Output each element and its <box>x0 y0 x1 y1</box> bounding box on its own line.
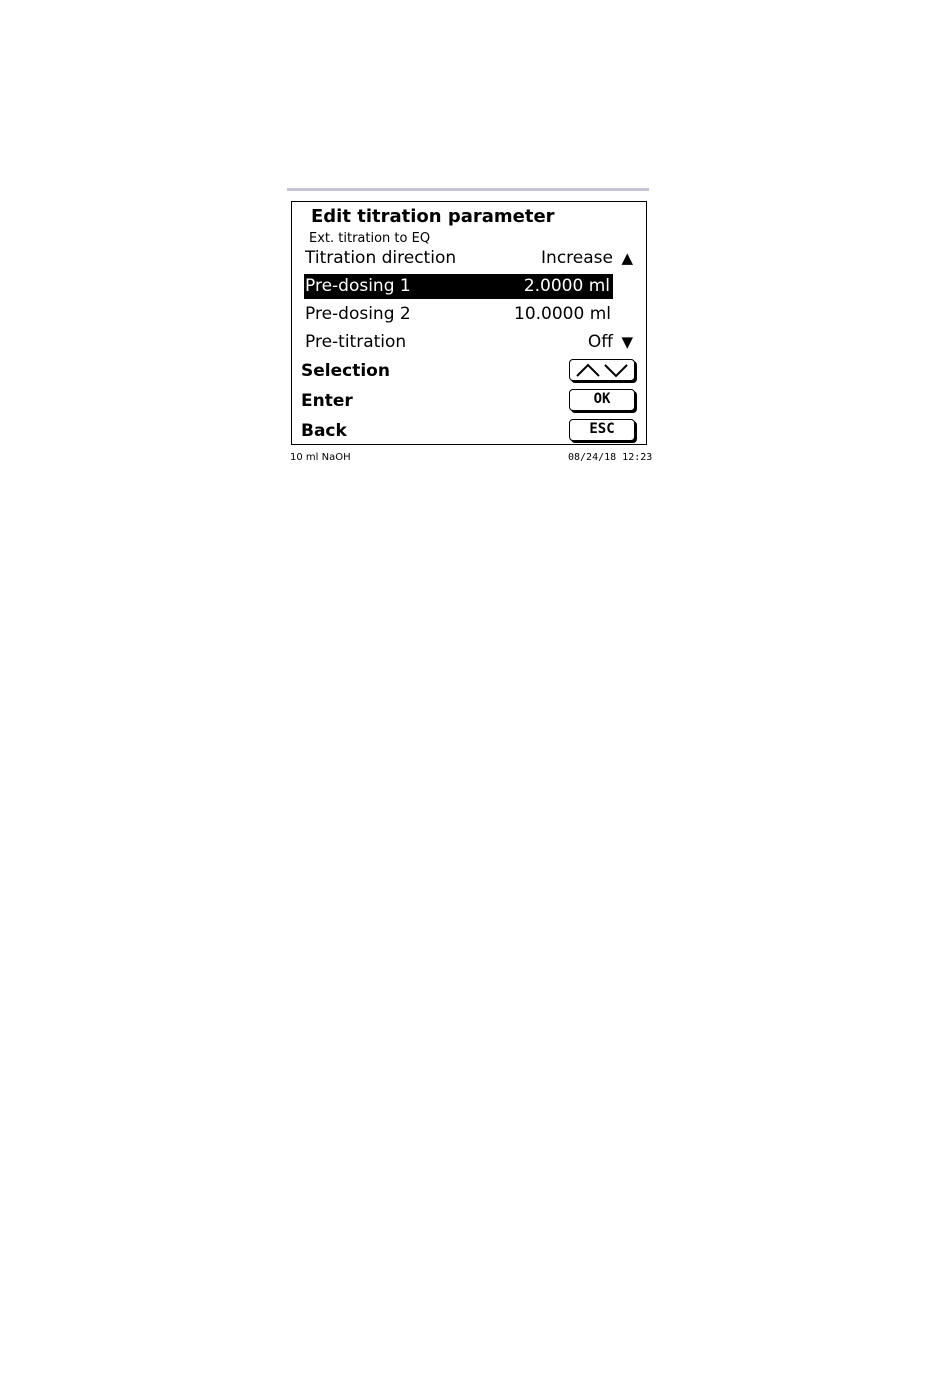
param-label: Pre-titration <box>305 332 407 352</box>
key-hint-back <box>301 418 637 444</box>
top-divider <box>287 188 649 191</box>
param-label: Titration direction <box>305 248 457 268</box>
back-label: Back <box>301 421 347 441</box>
scroll-down-icon: ▼ <box>621 333 633 351</box>
param-row-titration-direction[interactable] <box>305 246 635 271</box>
status-datetime: 08/24/18 12:23 <box>568 452 653 463</box>
dialog-subtitle: Ext. titration to EQ <box>309 231 431 246</box>
up-down-arrows-key[interactable] <box>569 359 635 381</box>
param-label: Pre-dosing 2 <box>305 304 411 324</box>
param-row-pre-dosing-2[interactable] <box>305 302 635 327</box>
dialog-title: Edit titration parameter <box>306 206 560 228</box>
scroll-up-icon: ▲ <box>621 249 633 267</box>
enter-label: Enter <box>301 391 353 411</box>
param-row-pre-dosing-1[interactable] <box>304 274 613 299</box>
param-value: 10.0000 ml <box>514 304 611 324</box>
key-hint-selection <box>301 358 637 384</box>
status-reagent: 10 ml NaOH <box>290 452 351 463</box>
selection-label: Selection <box>301 361 390 381</box>
ok-key[interactable]: OK <box>569 389 635 411</box>
param-row-pre-titration[interactable] <box>305 330 635 355</box>
key-hint-enter <box>301 388 637 414</box>
param-value: Increase <box>541 248 613 268</box>
esc-key[interactable]: ESC <box>569 419 635 441</box>
param-value: Off <box>587 332 613 352</box>
up-down-arrows-icon <box>573 362 631 378</box>
param-label: Pre-dosing 1 <box>305 276 411 296</box>
param-value: 2.0000 ml <box>523 276 610 296</box>
